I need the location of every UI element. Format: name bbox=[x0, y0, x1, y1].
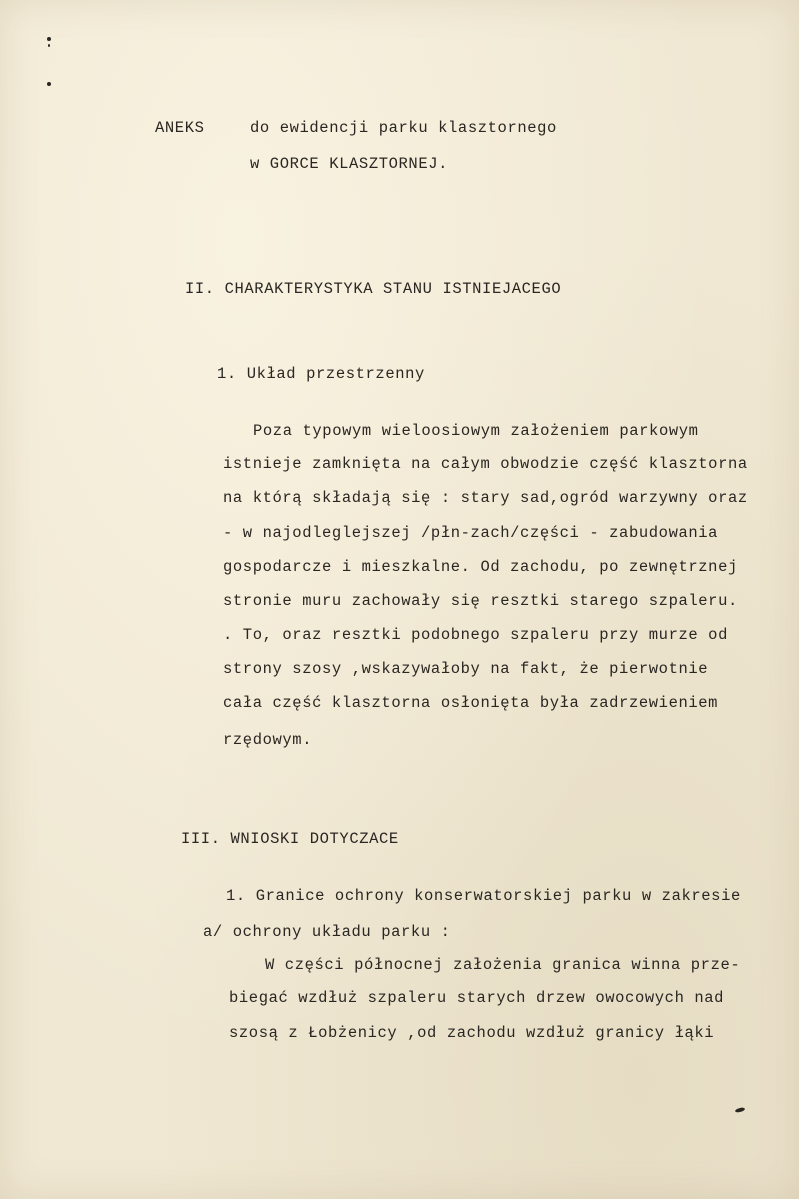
ink-speck bbox=[47, 37, 51, 41]
paragraph-line: biegać wzdłuż szpaleru starych drzew owocowych nad bbox=[229, 989, 725, 1007]
ink-speck bbox=[47, 82, 51, 86]
section-2-heading: II. CHARAKTERYSTYKA STANU ISTNIEJACEGO bbox=[185, 280, 562, 298]
paragraph-line: strony szosy ,wskazywałoby na fakt, że pierwotnie bbox=[223, 660, 709, 678]
paragraph-line: Poza typowym wieloosiowym założeniem parkowym bbox=[253, 422, 699, 440]
paragraph-line: W części północnej założenia granica winna prze- bbox=[265, 956, 741, 974]
paragraph-line: szosą z Łobżenicy ,od zachodu wzdłuż granicy łąki bbox=[229, 1024, 715, 1042]
paragraph-line: rzędowym. bbox=[223, 731, 313, 749]
paragraph-line: stronie muru zachowały się resztki starego szpaleru. bbox=[223, 592, 738, 610]
paragraph-line: gospodarcze i mieszkalne. Od zachodu, po zewnętrznej bbox=[223, 558, 738, 576]
paragraph-line: istnieje zamknięta na całym obwodzie część klasztorna bbox=[223, 455, 748, 473]
paragraph-line: - w najodleglejszej /płn-zach/części - zabudowania bbox=[223, 524, 719, 542]
section-3-heading: III. WNIOSKI DOTYCZACE bbox=[181, 830, 399, 848]
section-2-subheading: 1. Układ przestrzenny bbox=[217, 365, 425, 383]
section-3-item-1: 1. Granice ochrony konserwatorskiej parku w zakresie bbox=[226, 887, 741, 905]
paragraph-line: cała część klasztorna osłonięta była zadrzewieniem bbox=[223, 694, 719, 712]
ink-speck bbox=[48, 44, 50, 47]
document-title-line-2: w GORCE KLASZTORNEJ. bbox=[250, 155, 449, 173]
section-3-item-1a: a/ ochrony układu parku : bbox=[203, 923, 451, 941]
ink-speck bbox=[735, 1107, 746, 1113]
paragraph-line: . To, oraz resztki podobnego szpaleru przy murze od bbox=[223, 626, 728, 644]
annex-label: ANEKS bbox=[155, 119, 205, 137]
paragraph-line: na którą składają się : stary sad,ogród warzywny oraz bbox=[223, 489, 748, 507]
document-title-line-1: do ewidencji parku klasztornego bbox=[250, 119, 557, 137]
